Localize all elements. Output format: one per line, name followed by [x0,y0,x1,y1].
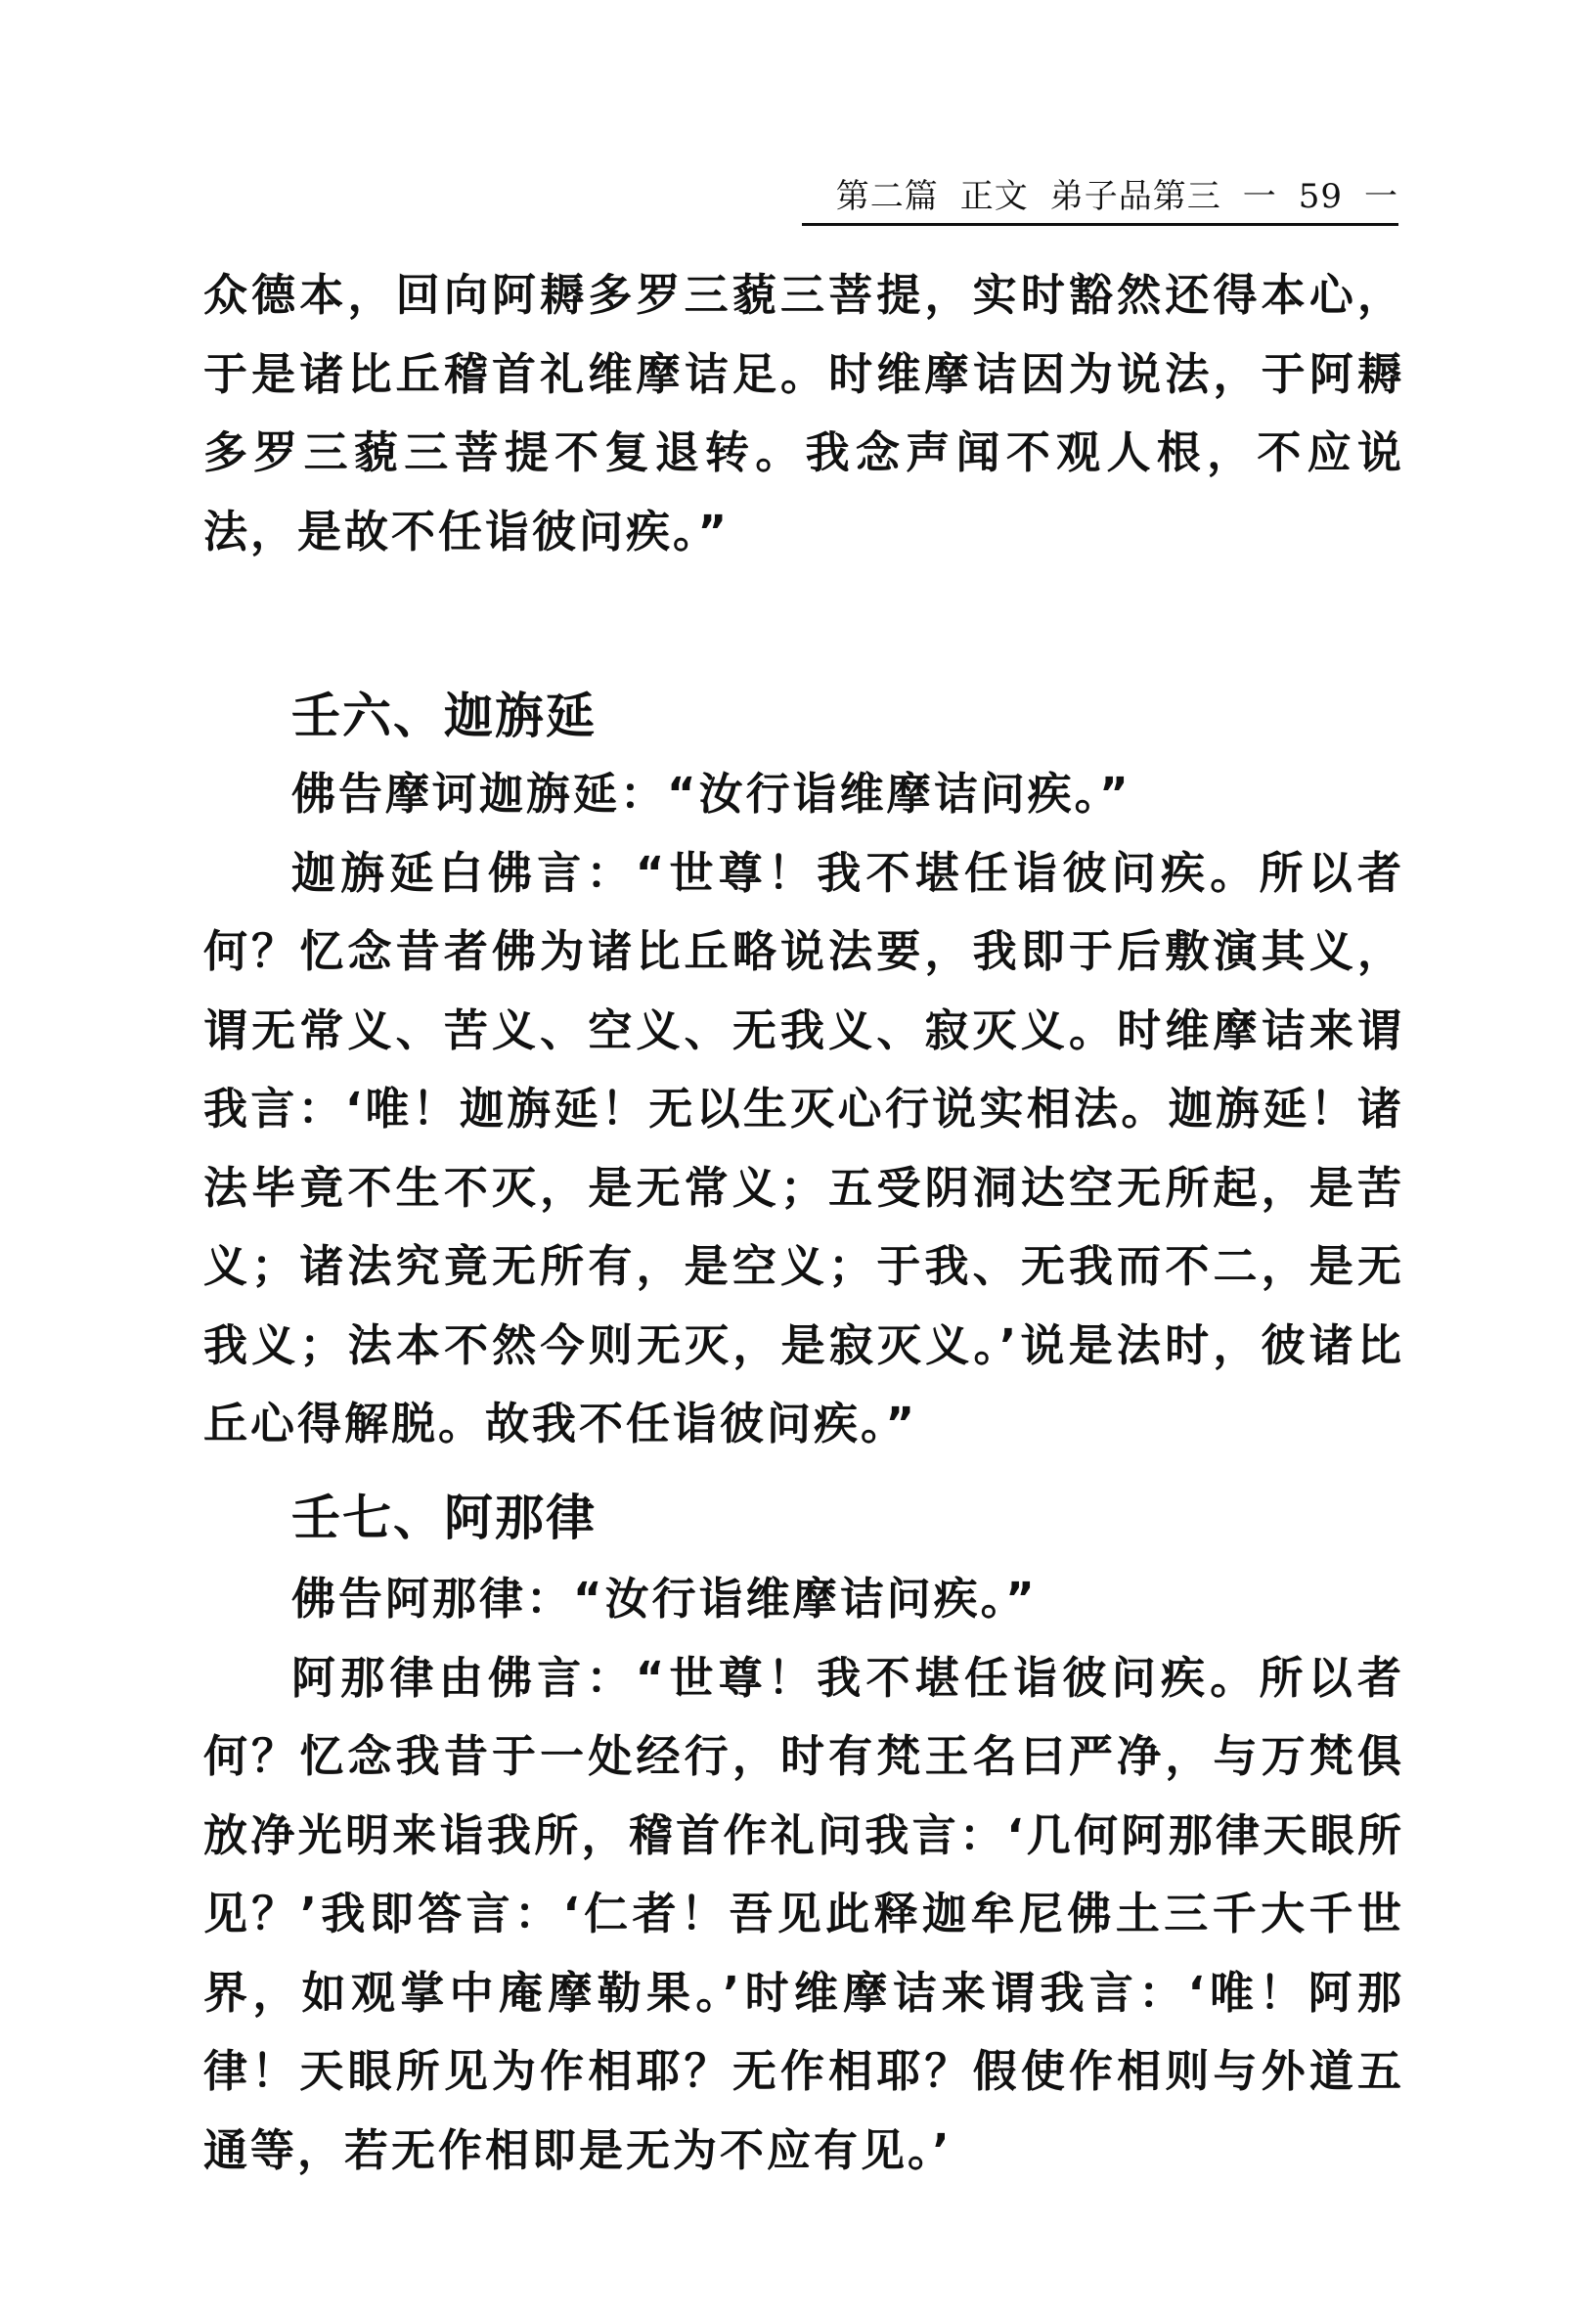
running-header [802,174,1398,226]
header-dash-left: 一 [1242,177,1277,216]
paragraph: 迦旃延白佛言：“世尊！我不堪任诣彼问疾。所以者何？忆念昔者佛为诸比丘略说法要，我即于后敷演其义，谓无常义、苦义、空义、无我义、寂灭义。时维摩诘来谓我言：‘唯！迦旃延！无以生灭心行说实相法。迦旃延！诸法毕竟不生不灭，是无常义；五受阴洞达空无所起，是苦义；诸法究竟无所有，是空义；于我、无我而不二，是无我义；法本不然今则无灭，是寂灭义。’说是法时，彼诸比丘心得解脱。故我不任诣彼问疾。” [203,846,1404,1449]
paragraph-continuation [203,256,1404,571]
section-heading-kaccayana: 壬六、迦旃延 [291,688,597,744]
page-number: 59 [1298,177,1343,216]
section-heading-anuruddha: 壬七、阿那律 [291,1490,597,1546]
paragraph: 众德本，回向阿耨多罗三藐三菩提，实时豁然还得本心，于是诸比丘稽首礼维摩诘足。时维摩诘因为说法，于阿耨多罗三藐三菩提不复退转。我念声闻不观人根，不应说法，是故不任诣彼问疾。” [203,269,1404,557]
paragraph: 佛告摩诃迦旃延：“汝行诣维摩诘问疾。” [291,768,1131,820]
paragraph: 佛告阿那律：“汝行诣维摩诘问疾。” [291,1573,1038,1625]
header-chapter: 第二篇 [835,177,939,216]
header-part: 正文 [959,177,1029,216]
section-kaccayana-body [203,755,1404,1464]
paragraph: 阿那律由佛言：“世尊！我不堪任诣彼问疾。所以者何？忆念我昔于一处经行，时有梵王名曰严净，与万梵俱放净光明来诣我所，稽首作礼问我言：‘几何阿那律天眼所见？’我即答言：‘仁者！吾见此释迦牟尼佛土三千大千世界，如观掌中庵摩勒果。’时维摩诘来谓我言：‘唯！阿那律！天眼所见为作相耶？无作相耶？假使作相则与外道五通等，若无作相即是无为不应有见。’ [203,1651,1404,2176]
section-anuruddha-body [203,1560,1404,2190]
header-section: 弟子品第三 [1049,177,1221,216]
header-dash-right: 一 [1364,177,1398,216]
